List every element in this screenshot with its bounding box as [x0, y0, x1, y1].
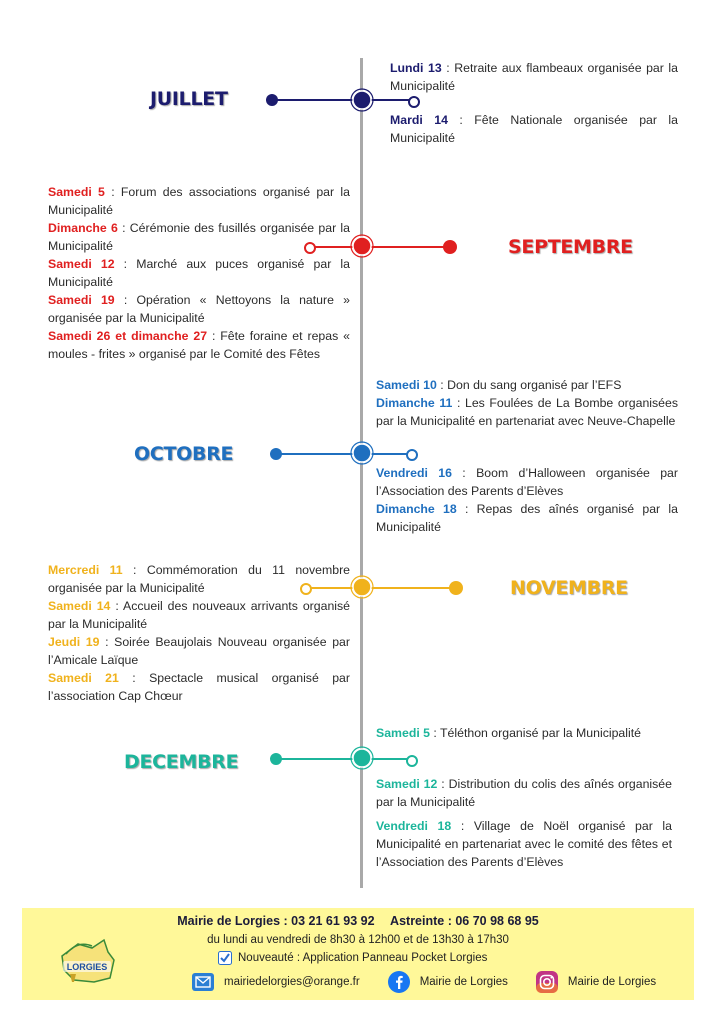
outer-dot: [266, 94, 278, 106]
event-day: Vendredi 18: [376, 819, 452, 833]
event-text: : Cérémonie des fusillés organisée par la Municipalité: [48, 221, 350, 253]
footer-contact-banner: [22, 908, 694, 1000]
event: [48, 327, 350, 363]
inner-open-dot: [407, 450, 417, 460]
event-text: : Repas des aînés organisé par la Municipalité: [376, 502, 678, 534]
event-day: Samedi 21: [48, 671, 119, 685]
connector-septembre: [300, 232, 470, 262]
event-text: : Soirée Beaujolais Nouveau organisée par l’Amicale Laïque: [48, 635, 350, 667]
events-octobre-top: [376, 376, 678, 430]
event-text: : Fête foraine et repas « moules - frites » organisé par le Comité des Fêtes: [48, 329, 350, 361]
event-text: : Retraite aux flambeaux organisée par la Municipalité: [390, 61, 678, 93]
month-title-octobre: OCTOBRE: [134, 443, 234, 465]
event: [390, 111, 678, 147]
email-contact[interactable]: [192, 973, 360, 991]
outer-dot: [270, 448, 282, 460]
month-title-juillet: JUILLET: [150, 88, 228, 110]
event-text: : Opération « Nettoyons la nature » organisée par la Municipalité: [48, 293, 350, 325]
event-day: Mercredi 11: [48, 563, 123, 577]
outer-dot: [270, 753, 282, 765]
footer-hours: du lundi au vendredi de 8h30 à 12h00 et de 13h30 à 17h30: [207, 934, 509, 946]
event: [376, 394, 678, 430]
axis-node: [353, 578, 371, 596]
event: [376, 775, 672, 811]
axis-node: [353, 237, 371, 255]
event-text: : Forum des associations organisé par la Municipalité: [48, 185, 350, 217]
event-text: : Distribution du colis des aînés organisée par la Municipalité: [376, 777, 672, 809]
event-text: : Marché aux puces organisé par la Municipalité: [48, 257, 350, 289]
mairie-phone[interactable]: Mairie de Lorgies : 03 21 61 93 92: [177, 914, 375, 928]
event-day: Samedi 19: [48, 293, 115, 307]
event: [48, 291, 350, 327]
events-septembre: [48, 183, 350, 363]
event: [376, 376, 678, 394]
axis-node: [353, 444, 371, 462]
outer-dot: [449, 581, 463, 595]
month-title-septembre: SEPTEMBRE: [508, 236, 633, 258]
event: [390, 59, 678, 95]
email-address: mairiedelorgies@orange.fr: [224, 976, 360, 988]
event-text: : Accueil des nouveaux arrivants organisé par la Municipalité: [48, 599, 351, 631]
event-day: Vendredi 16: [376, 466, 452, 480]
event-day: Samedi 12: [48, 257, 115, 271]
event-text: : Fête Nationale organisée par la Municipalité: [390, 113, 678, 145]
month-title-novembre: NOVEMBRE: [510, 577, 628, 599]
connector-decembre: [266, 745, 436, 775]
panneau-pocket-icon: [218, 951, 232, 965]
connector-novembre: [296, 574, 466, 604]
event-day: Dimanche 11: [376, 396, 453, 410]
footer-phone-line: [22, 914, 694, 928]
event-day: Samedi 14: [48, 599, 111, 613]
event-day: Mardi 14: [390, 113, 448, 127]
axis-node: [353, 91, 371, 109]
instagram-name: Mairie de Lorgies: [567, 976, 657, 988]
event: [48, 183, 350, 219]
astreinte-phone[interactable]: Astreinte : 06 70 98 68 95: [390, 914, 539, 928]
instagram-contact[interactable]: [536, 971, 656, 993]
app-news[interactable]: [218, 951, 487, 965]
event-text: : Les Foulées de La Bombe organisées par la Municipalité en partenariat avec Neuve-Chapelle: [376, 396, 679, 428]
inner-open-dot: [407, 756, 417, 766]
event-day: Samedi 10: [376, 378, 437, 392]
event: [376, 464, 678, 500]
event-day: Dimanche 18: [376, 502, 457, 516]
footer-contacts: [192, 971, 684, 993]
events-octobre-bottom: [376, 464, 678, 536]
events-juillet: [390, 59, 678, 147]
event: [376, 724, 678, 742]
event-day: Samedi 5: [48, 185, 105, 199]
event-text: : Spectacle musical organisé par l’association Cap Chœur: [48, 671, 350, 703]
event: [48, 633, 350, 669]
event: [48, 669, 350, 705]
event-day: Jeudi 19: [48, 635, 100, 649]
inner-open-dot: [305, 243, 315, 253]
event-text: : Commémoration du 11 novembre organisée par la Municipalité: [48, 563, 350, 595]
facebook-icon: [388, 971, 410, 993]
instagram-icon: [536, 971, 558, 993]
inner-open-dot: [301, 584, 311, 594]
event-day: Lundi 13: [390, 61, 442, 75]
events-decembre-top: [376, 724, 678, 742]
facebook-name: Mairie de Lorgies: [419, 976, 508, 988]
event-text: : Boom d’Halloween organisée par l’Association des Parents d’Elèves: [376, 466, 678, 498]
event-day: Samedi 26 et dimanche 27: [48, 329, 208, 343]
event-day: Dimanche 6: [48, 221, 118, 235]
axis-node: [353, 749, 371, 767]
events-decembre-bottom: [376, 775, 672, 871]
outer-dot: [443, 240, 457, 254]
event-text: : Don du sang organisé par l’EFS: [436, 378, 622, 392]
email-icon: [192, 973, 214, 991]
event-text: : Téléthon organisé par la Municipalité: [430, 726, 641, 740]
event: [376, 500, 678, 536]
event: [376, 817, 672, 871]
month-title-decembre: DECEMBRE: [124, 751, 239, 773]
facebook-contact[interactable]: [388, 971, 508, 993]
app-news-text: Nouveauté : Application Panneau Pocket Lorgies: [238, 952, 488, 964]
event-day: Samedi 5: [376, 726, 430, 740]
event-day: Samedi 12: [376, 777, 438, 791]
logo-text: LORGIES: [66, 962, 108, 972]
event-text: : Village de Noël organisé par la Municipalité en partenariat avec le comité des fêtes et l’Association des Parents d’Elèves: [376, 819, 672, 869]
